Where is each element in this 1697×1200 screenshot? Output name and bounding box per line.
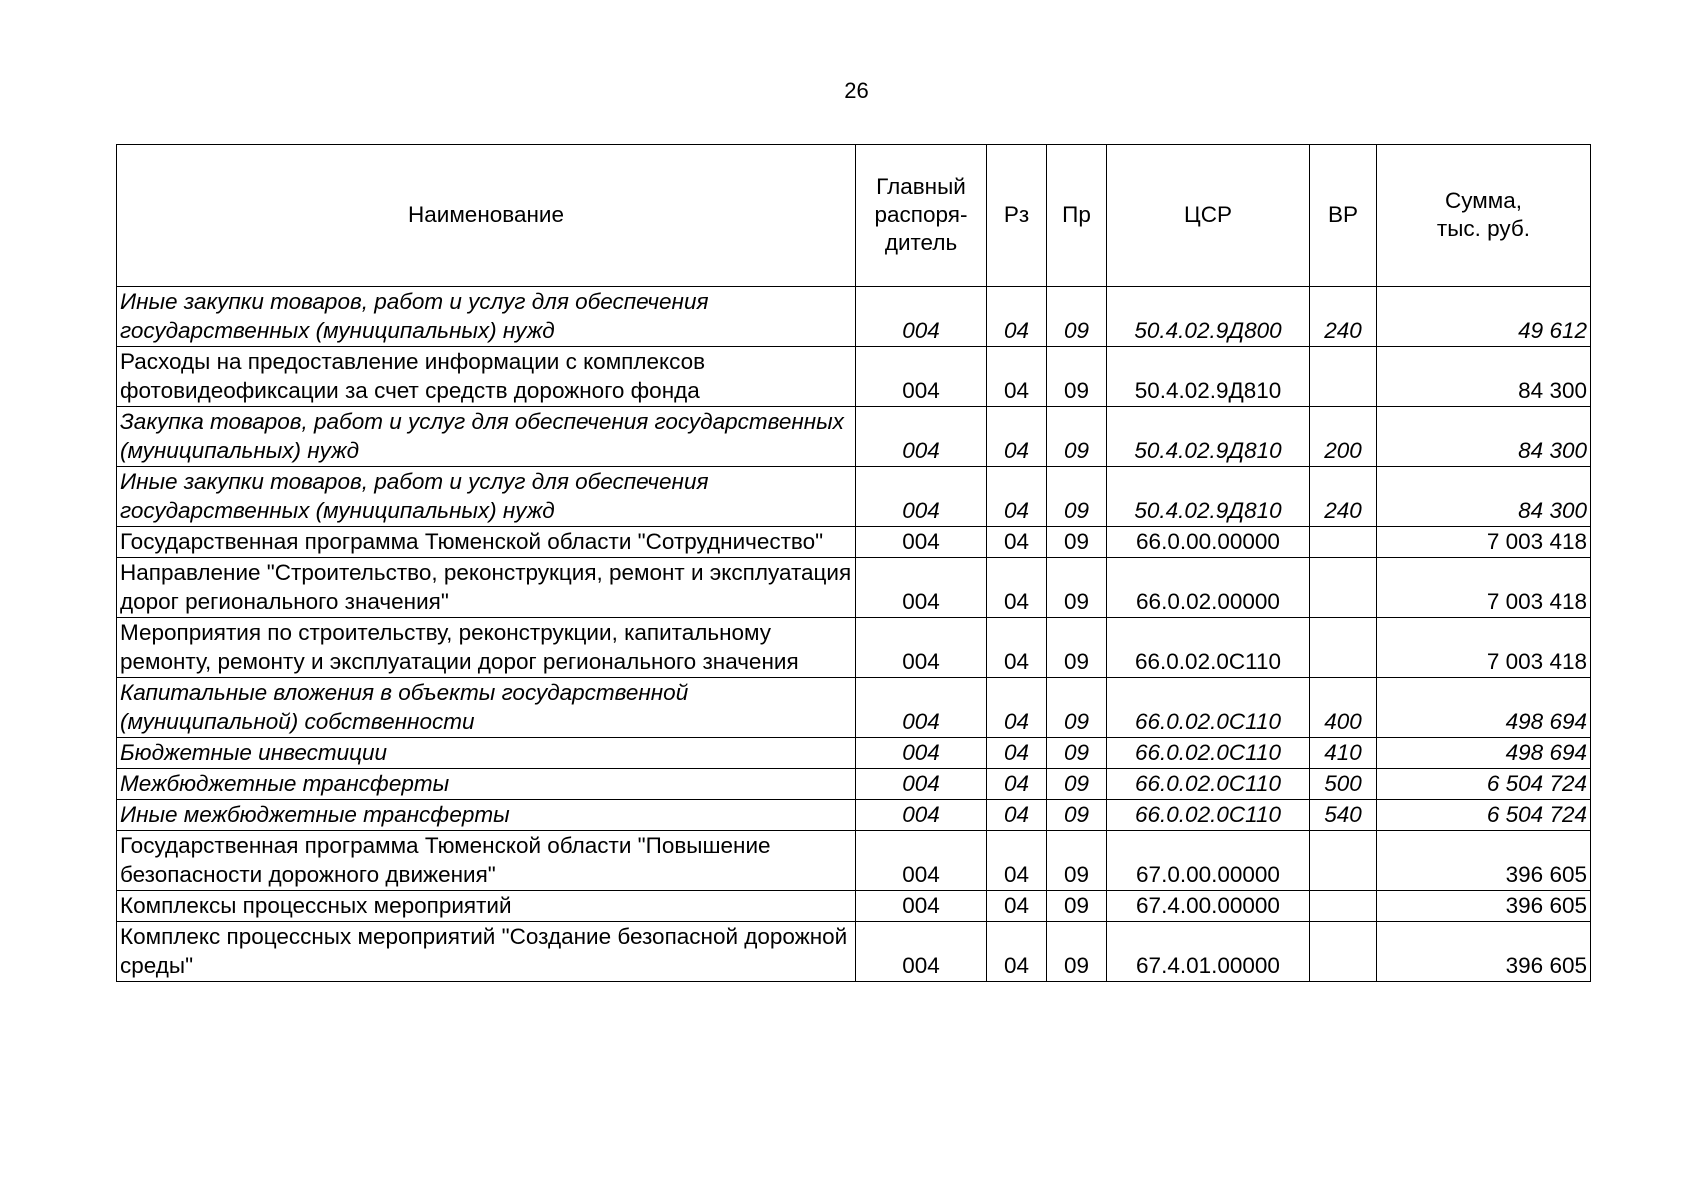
cell-rz: 04	[987, 527, 1047, 558]
cell-rz: 04	[987, 891, 1047, 922]
cell-sum: 7 003 418	[1377, 618, 1591, 678]
header-manager-line1: Главный	[876, 174, 966, 199]
cell-sum: 396 605	[1377, 891, 1591, 922]
cell-rz: 04	[987, 347, 1047, 407]
cell-csr: 50.4.02.9Д800	[1107, 287, 1310, 347]
header-name: Наименование	[117, 145, 856, 287]
header-pr: Пр	[1047, 145, 1107, 287]
header-sum-line1: Сумма,	[1445, 188, 1522, 213]
cell-rz: 04	[987, 678, 1047, 738]
cell-rz: 04	[987, 769, 1047, 800]
cell-manager: 004	[856, 618, 987, 678]
header-csr: ЦСР	[1107, 145, 1310, 287]
cell-pr: 09	[1047, 527, 1107, 558]
cell-sum: 396 605	[1377, 831, 1591, 891]
table-header-row	[117, 145, 1591, 287]
cell-pr: 09	[1047, 467, 1107, 527]
header-manager-line2: распоря-	[874, 202, 968, 227]
header-vr: ВР	[1310, 145, 1377, 287]
header-rz: Рз	[987, 145, 1047, 287]
cell-manager: 004	[856, 558, 987, 618]
cell-manager: 004	[856, 769, 987, 800]
cell-vr: 200	[1310, 407, 1377, 467]
cell-sum: 6 504 724	[1377, 769, 1591, 800]
cell-manager: 004	[856, 347, 987, 407]
cell-sum: 396 605	[1377, 922, 1591, 982]
cell-manager: 004	[856, 678, 987, 738]
cell-name: Государственная программа Тюменской области "Сотрудничество"	[117, 527, 856, 558]
cell-csr: 66.0.02.0С110	[1107, 678, 1310, 738]
cell-pr: 09	[1047, 287, 1107, 347]
header-manager-line3: дитель	[884, 230, 958, 255]
cell-pr: 09	[1047, 769, 1107, 800]
table-row	[117, 558, 1591, 618]
cell-name: Комплексы процессных мероприятий	[117, 891, 856, 922]
cell-name: Бюджетные инвестиции	[117, 738, 856, 769]
cell-rz: 04	[987, 800, 1047, 831]
cell-vr: 240	[1310, 467, 1377, 527]
cell-vr: 540	[1310, 800, 1377, 831]
cell-name: Иные закупки товаров, работ и услуг для обеспечения государственных (муниципальных) нужд	[117, 287, 856, 347]
cell-vr: 400	[1310, 678, 1377, 738]
cell-vr	[1310, 831, 1377, 891]
cell-rz: 04	[987, 558, 1047, 618]
cell-manager: 004	[856, 407, 987, 467]
cell-csr: 50.4.02.9Д810	[1107, 467, 1310, 527]
cell-manager: 004	[856, 891, 987, 922]
table-row	[117, 407, 1591, 467]
cell-manager: 004	[856, 287, 987, 347]
cell-csr: 50.4.02.9Д810	[1107, 407, 1310, 467]
cell-name: Комплекс процессных мероприятий "Создание безопасной дорожной среды"	[117, 922, 856, 982]
table-row	[117, 527, 1591, 558]
cell-rz: 04	[987, 287, 1047, 347]
cell-sum: 7 003 418	[1377, 558, 1591, 618]
header-sum	[1377, 145, 1591, 287]
table-row	[117, 287, 1591, 347]
cell-rz: 04	[987, 467, 1047, 527]
cell-sum: 84 300	[1377, 347, 1591, 407]
cell-name: Государственная программа Тюменской области "Повышение безопасности дорожного движения"	[117, 831, 856, 891]
cell-pr: 09	[1047, 831, 1107, 891]
table-row	[117, 769, 1591, 800]
cell-csr: 66.0.00.00000	[1107, 527, 1310, 558]
cell-name: Иные межбюджетные трансферты	[117, 800, 856, 831]
cell-vr	[1310, 527, 1377, 558]
page-number: 26	[844, 78, 869, 103]
cell-pr: 09	[1047, 922, 1107, 982]
cell-vr	[1310, 347, 1377, 407]
cell-vr	[1310, 618, 1377, 678]
cell-manager: 004	[856, 831, 987, 891]
cell-csr: 67.4.01.00000	[1107, 922, 1310, 982]
cell-sum: 6 504 724	[1377, 800, 1591, 831]
cell-manager: 004	[856, 527, 987, 558]
cell-pr: 09	[1047, 618, 1107, 678]
cell-vr	[1310, 922, 1377, 982]
cell-manager: 004	[856, 922, 987, 982]
cell-sum: 498 694	[1377, 678, 1591, 738]
table-row	[117, 347, 1591, 407]
cell-csr: 66.0.02.0С110	[1107, 769, 1310, 800]
cell-vr: 410	[1310, 738, 1377, 769]
table-row	[117, 678, 1591, 738]
header-manager	[856, 145, 987, 287]
cell-rz: 04	[987, 738, 1047, 769]
table-row	[117, 800, 1591, 831]
cell-rz: 04	[987, 922, 1047, 982]
cell-rz: 04	[987, 407, 1047, 467]
cell-sum: 84 300	[1377, 407, 1591, 467]
cell-csr: 67.4.00.00000	[1107, 891, 1310, 922]
cell-name: Мероприятия по строительству, реконструкции, капитальному ремонту, ремонту и эксплуатации дорог регионального значения	[117, 618, 856, 678]
cell-csr: 50.4.02.9Д810	[1107, 347, 1310, 407]
cell-vr	[1310, 558, 1377, 618]
table-row	[117, 831, 1591, 891]
cell-pr: 09	[1047, 738, 1107, 769]
cell-csr: 66.0.02.0С110	[1107, 618, 1310, 678]
cell-pr: 09	[1047, 891, 1107, 922]
cell-name: Закупка товаров, работ и услуг для обеспечения государственных (муниципальных) нужд	[117, 407, 856, 467]
table-row	[117, 618, 1591, 678]
cell-sum: 49 612	[1377, 287, 1591, 347]
cell-vr: 500	[1310, 769, 1377, 800]
table-row	[117, 922, 1591, 982]
table-row	[117, 467, 1591, 527]
table-body	[117, 287, 1591, 982]
header-sum-line2: тыс. руб.	[1436, 216, 1531, 241]
cell-pr: 09	[1047, 558, 1107, 618]
cell-sum: 7 003 418	[1377, 527, 1591, 558]
cell-pr: 09	[1047, 407, 1107, 467]
cell-sum: 84 300	[1377, 467, 1591, 527]
cell-manager: 004	[856, 467, 987, 527]
cell-vr: 240	[1310, 287, 1377, 347]
cell-pr: 09	[1047, 678, 1107, 738]
cell-sum: 498 694	[1377, 738, 1591, 769]
cell-name: Иные закупки товаров, работ и услуг для обеспечения государственных (муниципальных) нужд	[117, 467, 856, 527]
cell-rz: 04	[987, 618, 1047, 678]
cell-name: Межбюджетные трансферты	[117, 769, 856, 800]
cell-csr: 66.0.02.0С110	[1107, 800, 1310, 831]
cell-name: Капитальные вложения в объекты государственной (муниципальной) собственности	[117, 678, 856, 738]
cell-csr: 67.0.00.00000	[1107, 831, 1310, 891]
cell-name: Направление "Строительство, реконструкция, ремонт и эксплуатация дорог регионального значения"	[117, 558, 856, 618]
cell-vr	[1310, 891, 1377, 922]
cell-pr: 09	[1047, 347, 1107, 407]
cell-name: Расходы на предоставление информации с комплексов фотовидеофиксации за счет средств дорожного фонда	[117, 347, 856, 407]
cell-manager: 004	[856, 738, 987, 769]
budget-table	[116, 144, 1591, 982]
cell-csr: 66.0.02.0С110	[1107, 738, 1310, 769]
table-row	[117, 738, 1591, 769]
table-row	[117, 891, 1591, 922]
cell-csr: 66.0.02.00000	[1107, 558, 1310, 618]
cell-rz: 04	[987, 831, 1047, 891]
cell-manager: 004	[856, 800, 987, 831]
cell-pr: 09	[1047, 800, 1107, 831]
